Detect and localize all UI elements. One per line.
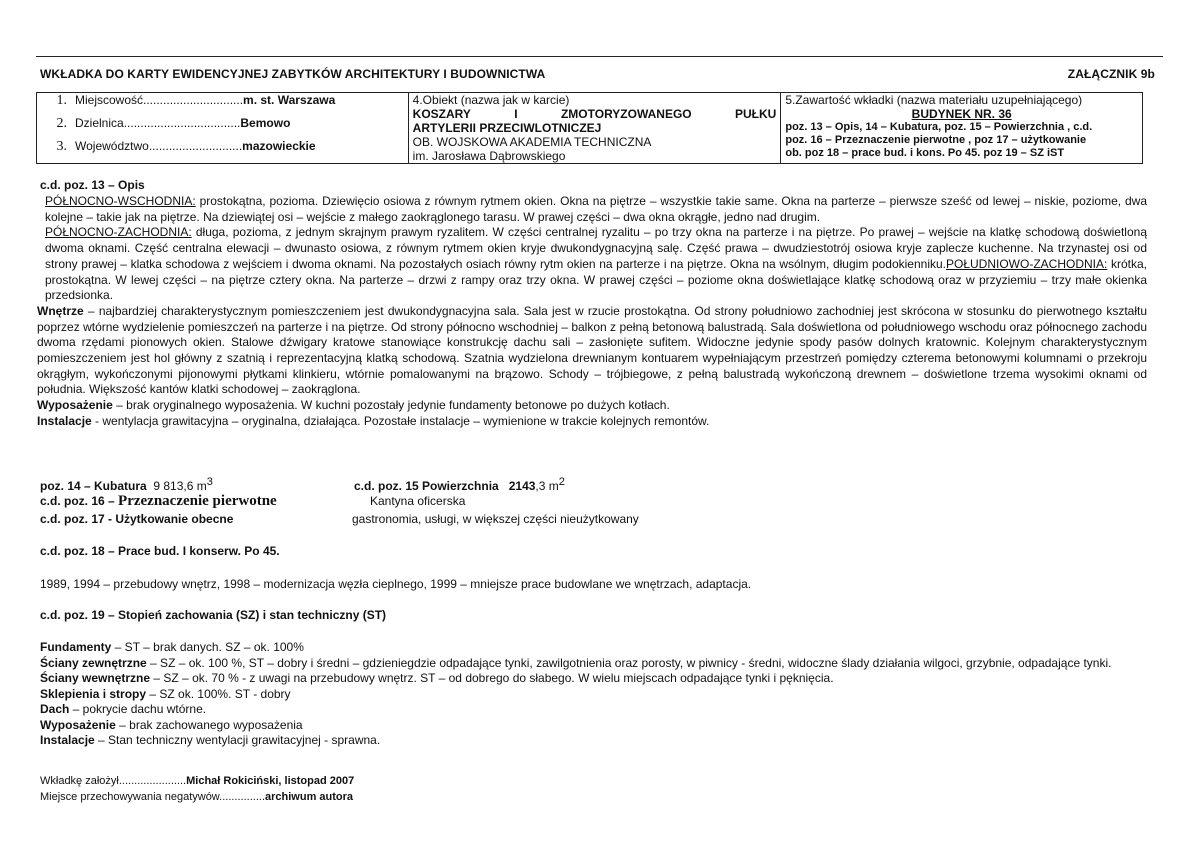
- contents-line1: poz. 13 – Opis, 14 – Kubatura, poz. 15 – Powierzchnia , c.d.: [785, 121, 1093, 133]
- przeznaczenie-label: c.d. poz. 16 – Przeznaczenie pierwotne: [40, 493, 277, 509]
- author-line: Wkładkę założył......................Michał Rokiciński, listopad 2007: [40, 775, 355, 787]
- uzytkowanie-value: gastronomia, usługi, w większej części nieużytkowany: [352, 512, 639, 526]
- storage-line: Miejsce przechowywania negatywów...............archiwum autora: [40, 791, 354, 803]
- object-line4: im. Jarosława Dąbrowskiego: [412, 149, 566, 163]
- opis-heading: c.d. poz. 13 – Opis: [40, 178, 145, 192]
- district-value: Bemowo: [240, 116, 291, 130]
- prace-heading: c.d. poz. 18 – Prace bud. I konserw. Po 45.: [40, 544, 280, 558]
- document-title: WKŁADKA DO KARTY EWIDENCYJNEJ ZABYTKÓW ARCHITEKTURY I BUDOWNICTWA: [40, 67, 546, 81]
- location-row-1: 1. Miejscowość .............................. m. st. Warszawa: [56, 93, 336, 108]
- metadata-table: [36, 92, 1143, 164]
- top-rule: [36, 56, 1163, 57]
- equipment-paragraph: Wyposażenie – brak oryginalnego wyposażenia. W kuchni pozostały jedynie fundamenty betonowe po dużych kotłach.: [37, 398, 670, 413]
- object-name-line1: KOSZARY I ZMOTORYZOWANEGO PUŁKU: [412, 107, 777, 121]
- stan-item: Fundamenty – ST – brak danych. SZ – ok. 100%: [40, 640, 304, 654]
- stan-list: [40, 640, 1140, 749]
- stan-item: Ściany zewnętrzne – SZ – ok. 100 %, ST – dobry i średni – gdzieniegdzie odpadające tynki, zawilgotnienia oraz porosty, w piwnicy - średni, widoczne ślady działania wilgoci, grzybnie, odpadające tynki.: [40, 655, 1112, 670]
- location-row-3: 3. Województwo ............................ mazowieckie: [56, 139, 316, 154]
- location-cell: [37, 93, 409, 164]
- object-label: 4.Obiekt (nazwa jak w karcie): [412, 93, 570, 107]
- contents-label: 5.Zawartość wkładki (nazwa materiału uzupełniającego): [785, 93, 1083, 107]
- contents-line2: poz. 16 – Przeznaczenie pierwotne , poz 17 – użytkowanie: [785, 134, 1087, 146]
- stan-item: Ściany wewnętrzne – SZ – ok. 70 % - z uwagi na przebudowy wnętrz. ST – od dobrego do słabego. W wielu miejscach odpadające tynki i pęknięcia.: [40, 671, 834, 685]
- prace-text: 1989, 1994 – przebudowy wnętrz, 1998 – modernizacja węzła cieplnego, 1999 – mniejsze prace budowlane we wnętrzach, adaptacja.: [40, 577, 752, 591]
- attachment-label: ZAŁĄCZNIK 9b: [1067, 67, 1155, 81]
- stan-item: Instalacje – Stan techniczny wentylacji grawitacyjnej - sprawna.: [40, 733, 381, 747]
- stan-heading: c.d. poz. 19 – Stopień zachowania (SZ) i stan techniczny (ST): [40, 608, 387, 622]
- opis-body: [37, 194, 1147, 430]
- stan-item: Wyposażenie – brak zachowanego wyposażenia: [40, 717, 303, 732]
- elevation-northeast: PÓŁNOCNO-WSCHODNIA: prostokątna, pozioma. Dziewięcio osiowa z równym rytmem okien. Okna na piętrze – wszystkie takie same. Okna na parterze – pierwsze sześć od lewej – niskie, poziome, dwa kolejne – takie jak na piętrze. Na dziewiątej osi – wejście z małego zaokrąglonego tarasu. W prawej części – dwa okna okrągłe, jedno nad drugim.: [45, 194, 1147, 224]
- powierzchnia-line: c.d. poz. 15 Powierzchnia 2143,3 $m^2$: [354, 476, 565, 493]
- uzytkowanie-label: c.d. poz. 17 - Użytkowanie obecne: [40, 512, 234, 526]
- installations-paragraph: Instalacje - wentylacja grawitacyjna – oryginalna, działająca. Pozostałe instalacje – wymienione w trakcie kolejnych remontów.: [37, 413, 710, 428]
- contents-line3: ob. poz 18 – prace bud. i kons. Po 45. poz 19 – SZ iST: [785, 147, 1065, 159]
- contents-cell: [781, 93, 1143, 164]
- city-value: m. st. Warszawa: [243, 93, 336, 107]
- kubatura-line: poz. 14 – Kubatura 9 813,6 $m^3$: [40, 476, 213, 493]
- object-cell: [408, 93, 781, 164]
- location-row-2: 2. Dzielnica ................................... Bemowo: [56, 116, 291, 131]
- elevation-northwest: PÓŁNOCNO-ZACHODNIA: długa, pozioma, z jednym skrajnym prawym ryzalitem. W części centralnej ryzalitu – po trzy okna na parterze i na piętrze. Po prawej – wejście na klatkę schodową doświetloną dwoma oknami. Część centralna elewacji – dwunasto osiowa, z równym rytmem okien kryje dwukondygnacyjną salę. Część prawa – dwudziestotrój osiowa kryje zaplecze kuchenne. Na trzynastej osi od strony prawej – klatka schodowa z wejściem i dwoma oknami. Na pozostałych osiach równy rytm okien na parterze i na piętrze. Okna na wsólnym, długim podokienniku.POŁUDNIOWO-ZACHODNIA: krótka, prostokątna. W lewej części – na piętrze cztery okna. Na parterze – drzwi z rampy oraz trzy okna. W prawej części – poziome okna doświetlające klatkę schodową oraz w przyziemiu – trzy małe okienka przedsionka.: [45, 225, 1147, 303]
- object-line3: OB. WOJSKOWA AKADEMIA TECHNICZNA: [412, 135, 652, 149]
- building-number: BUDYNEK NR. 36: [911, 107, 1012, 121]
- voivodeship-value: mazowieckie: [242, 139, 316, 153]
- stan-item: Dach – pokrycie dachu wtórne.: [40, 702, 207, 716]
- przeznaczenie-value: Kantyna oficerska: [370, 494, 466, 508]
- stan-item: Sklepienia i stropy – SZ ok. 100%. ST - dobry: [40, 686, 291, 701]
- object-name-line2: ARTYLERII PRZECIWLOTNICZEJ: [412, 121, 602, 135]
- interior-paragraph: Wnętrze – najbardziej charakterystycznym pomieszczeniem jest dwukondygnacyjna sala. Sala jest w rzucie prostokątna. Od strony południowo zachodniej jest skrócona w stosunku do pierwotnego kształtu poprzez wtórne wydzielenie pomieszczeń na parterze i na piętrze. Od strony północno wschodniej – balkon z pełną betonową balustradą. Sala doświetlona od południowego wschodu oraz północnego zachodu dwoma rzędami pionowych okien. Stalowe dźwigary kratowe stanowiące konstrukcję dachu sali – zasłonięte sufitem. Widoczne jedynie spody pasów dolnych kratownic. Kolejnym charakterystycznym pomieszczeniem jest hol główny z szatnią i reprezentacyjną klatką schodową. Szatnia wydzielona drewnianym kontuarem wypełniającym przestrzeń pomiędzy czterema betonowymi kolumnami o przekroju okrągłym, wykończonymi pijonowymi płytkami klinkieru, wtórnie pomalowanymi na brązowo. Schody – trójbiegowe, z pełną balustradą wykończoną drewnem – doświetlone trzema wysokimi oknami od południa. Większość kantów klatki schodowej – zaokrąglona.: [37, 303, 1147, 397]
